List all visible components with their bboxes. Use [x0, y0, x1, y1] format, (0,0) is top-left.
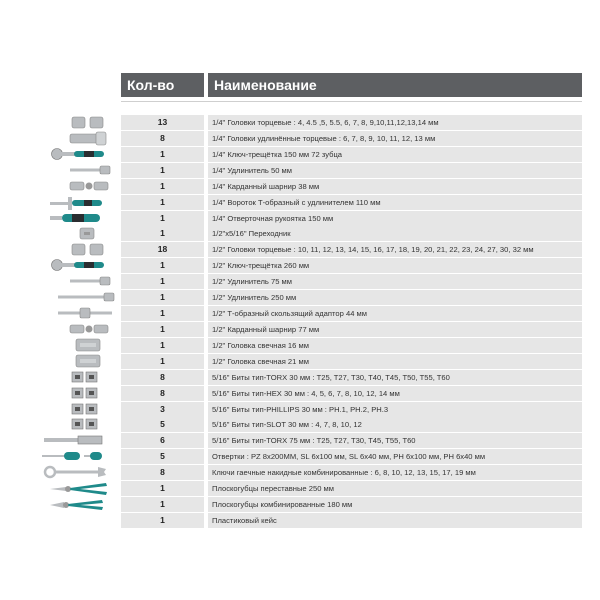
table-row: [121, 433, 582, 448]
table-row: [121, 322, 582, 337]
row-quantity: 1: [121, 513, 204, 528]
deep-socket-icon: [68, 131, 108, 145]
ratchet-icon: [50, 258, 106, 272]
row-name: Ключи гаечные накидные комбинированные : 6, 8, 10, 12, 13, 15, 17, 19 мм: [208, 465, 582, 480]
universal-joint-icon: [68, 179, 112, 193]
table-row: [121, 402, 582, 417]
spark-plug-socket-icon: [68, 354, 108, 368]
row-quantity: 8: [121, 370, 204, 385]
row-quantity: 1: [121, 306, 204, 321]
table-row: [121, 465, 582, 480]
table-row: [121, 179, 582, 194]
ratchet-icon: [50, 147, 106, 161]
row-name: 1/4" Головки удлинённые торцевые : 6, 7, 8, 9, 10, 11, 12, 13 мм: [208, 131, 582, 146]
row-quantity: 18: [121, 242, 204, 257]
table-row: [121, 147, 582, 162]
adapter-icon: [68, 226, 108, 240]
table-row: [121, 481, 582, 496]
row-name: Отвертки : PZ 8х200MM, SL 6х100 мм, SL 6х40 мм, PH 6х100 мм, PH 6х40 мм: [208, 449, 582, 464]
row-name: 1/4" Головки торцевые : 4, 4.5 ,5, 5.5, 6, 7, 8, 9,10,11,12,13,14 мм: [208, 115, 582, 130]
row-quantity: 5: [121, 417, 204, 432]
extension-icon: [68, 274, 112, 288]
row-name: 1/2" Удлинитель 75 мм: [208, 274, 582, 289]
row-name: 5/16" Биты тип-HEX 30 мм : 4, 5, 6, 7, 8, 10, 12, 14 мм: [208, 386, 582, 401]
row-quantity: 1: [121, 163, 204, 178]
row-quantity: 1: [121, 195, 204, 210]
row-name: 1/2" Головки торцевые : 10, 11, 12, 13, 14, 15, 16, 17, 18, 19, 20, 21, 22, 23, 24, 27, 30, 32 мм: [208, 242, 582, 257]
row-quantity: 1: [121, 147, 204, 162]
torx-bit-icon: [68, 370, 108, 384]
phillips-bit-icon: [68, 402, 108, 416]
table-row: [121, 163, 582, 178]
extension-icon: [68, 163, 112, 177]
row-quantity: 6: [121, 433, 204, 448]
row-name: 1/4" Вороток Т-образный с удлинителем 110 мм: [208, 195, 582, 210]
row-name: 5/16" Биты тип-SLOT 30 мм : 4, 7, 8, 10, 12: [208, 417, 582, 432]
table-row: [121, 354, 582, 369]
row-quantity: 8: [121, 131, 204, 146]
row-name: 1/4" Ключ-трещётка 150 мм 72 зубца: [208, 147, 582, 162]
row-name: Плоскогубцы переставные 250 мм: [208, 481, 582, 496]
slot-bit-icon: [68, 417, 108, 431]
row-name: 5/16" Биты тип-TORX 75 мм : T25, T27, T30, T45, T55, T60: [208, 433, 582, 448]
row-quantity: 1: [121, 354, 204, 369]
row-quantity: 1: [121, 274, 204, 289]
row-quantity: 3: [121, 402, 204, 417]
row-quantity: 1: [121, 322, 204, 337]
screwdriver-icon: [40, 449, 104, 463]
table-row: [121, 338, 582, 353]
universal-joint-icon: [68, 322, 112, 336]
table-row: [121, 115, 582, 130]
row-name: 1/4" Удлинитель 50 мм: [208, 163, 582, 178]
socket-icon: [68, 242, 108, 256]
row-quantity: 13: [121, 115, 204, 130]
row-quantity: 1: [121, 338, 204, 353]
long-torx-bit-icon: [42, 433, 106, 447]
row-name: 5/16" Биты тип-PHILLIPS 30 мм : PH.1, PH.2, PH.3: [208, 402, 582, 417]
table-row: [121, 386, 582, 401]
table-row: [121, 131, 582, 146]
header-name: Наименование: [208, 73, 582, 97]
row-quantity: 1: [121, 211, 204, 226]
table-row: [121, 242, 582, 257]
t-handle-icon: [48, 195, 104, 211]
row-quantity: 1: [121, 226, 204, 241]
table-row: [121, 195, 582, 210]
row-name: 1/4" Отверточная рукоятка 150 мм: [208, 211, 582, 226]
header-divider: [121, 101, 582, 102]
row-name: 1/2" Ключ-трещётка 260 мм: [208, 258, 582, 273]
header-quantity: Кол-во: [121, 73, 204, 97]
combination-pliers-icon: [46, 497, 110, 513]
row-quantity: 1: [121, 258, 204, 273]
table-row: [121, 226, 582, 241]
row-quantity: 8: [121, 465, 204, 480]
socket-icon: [68, 115, 108, 129]
row-name: 1/4" Карданный шарнир 38 мм: [208, 179, 582, 194]
row-name: 1/2" Головка свечная 21 мм: [208, 354, 582, 369]
row-name: 1/2" Головка свечная 16 мм: [208, 338, 582, 353]
row-name: Плоскогубцы комбинированные 180 мм: [208, 497, 582, 512]
table-row: [121, 497, 582, 512]
table-row: [121, 417, 582, 432]
table-row: [121, 449, 582, 464]
table-row: [121, 513, 582, 528]
table-row: [121, 274, 582, 289]
table-row: [121, 211, 582, 226]
sliding-t-bar-icon: [56, 306, 116, 320]
table-row: [121, 306, 582, 321]
spark-plug-socket-icon: [68, 338, 108, 352]
row-quantity: 1: [121, 290, 204, 305]
combination-wrench-icon: [44, 465, 108, 479]
row-name: 5/16" Биты тип-TORX 30 мм : T25, T27, T30, T40, T45, T50, T55, T60: [208, 370, 582, 385]
screwdriver-handle-icon: [48, 211, 104, 225]
row-name: 1/2" Карданный шарнир 77 мм: [208, 322, 582, 337]
hex-bit-icon: [68, 386, 108, 400]
table-row: [121, 290, 582, 305]
row-quantity: 1: [121, 179, 204, 194]
extension-long-icon: [56, 290, 116, 304]
row-name: 1/2" Удлинитель 250 мм: [208, 290, 582, 305]
row-quantity: 5: [121, 449, 204, 464]
row-name: 1/2" Т-образный скользящий адаптор 44 мм: [208, 306, 582, 321]
row-name: Пластиковый кейс: [208, 513, 582, 528]
row-quantity: 1: [121, 481, 204, 496]
table-row: [121, 370, 582, 385]
row-quantity: 1: [121, 497, 204, 512]
table-row: [121, 258, 582, 273]
slip-joint-pliers-icon: [46, 481, 110, 497]
row-name: 1/2"х5/16" Переходник: [208, 226, 582, 241]
row-quantity: 8: [121, 386, 204, 401]
